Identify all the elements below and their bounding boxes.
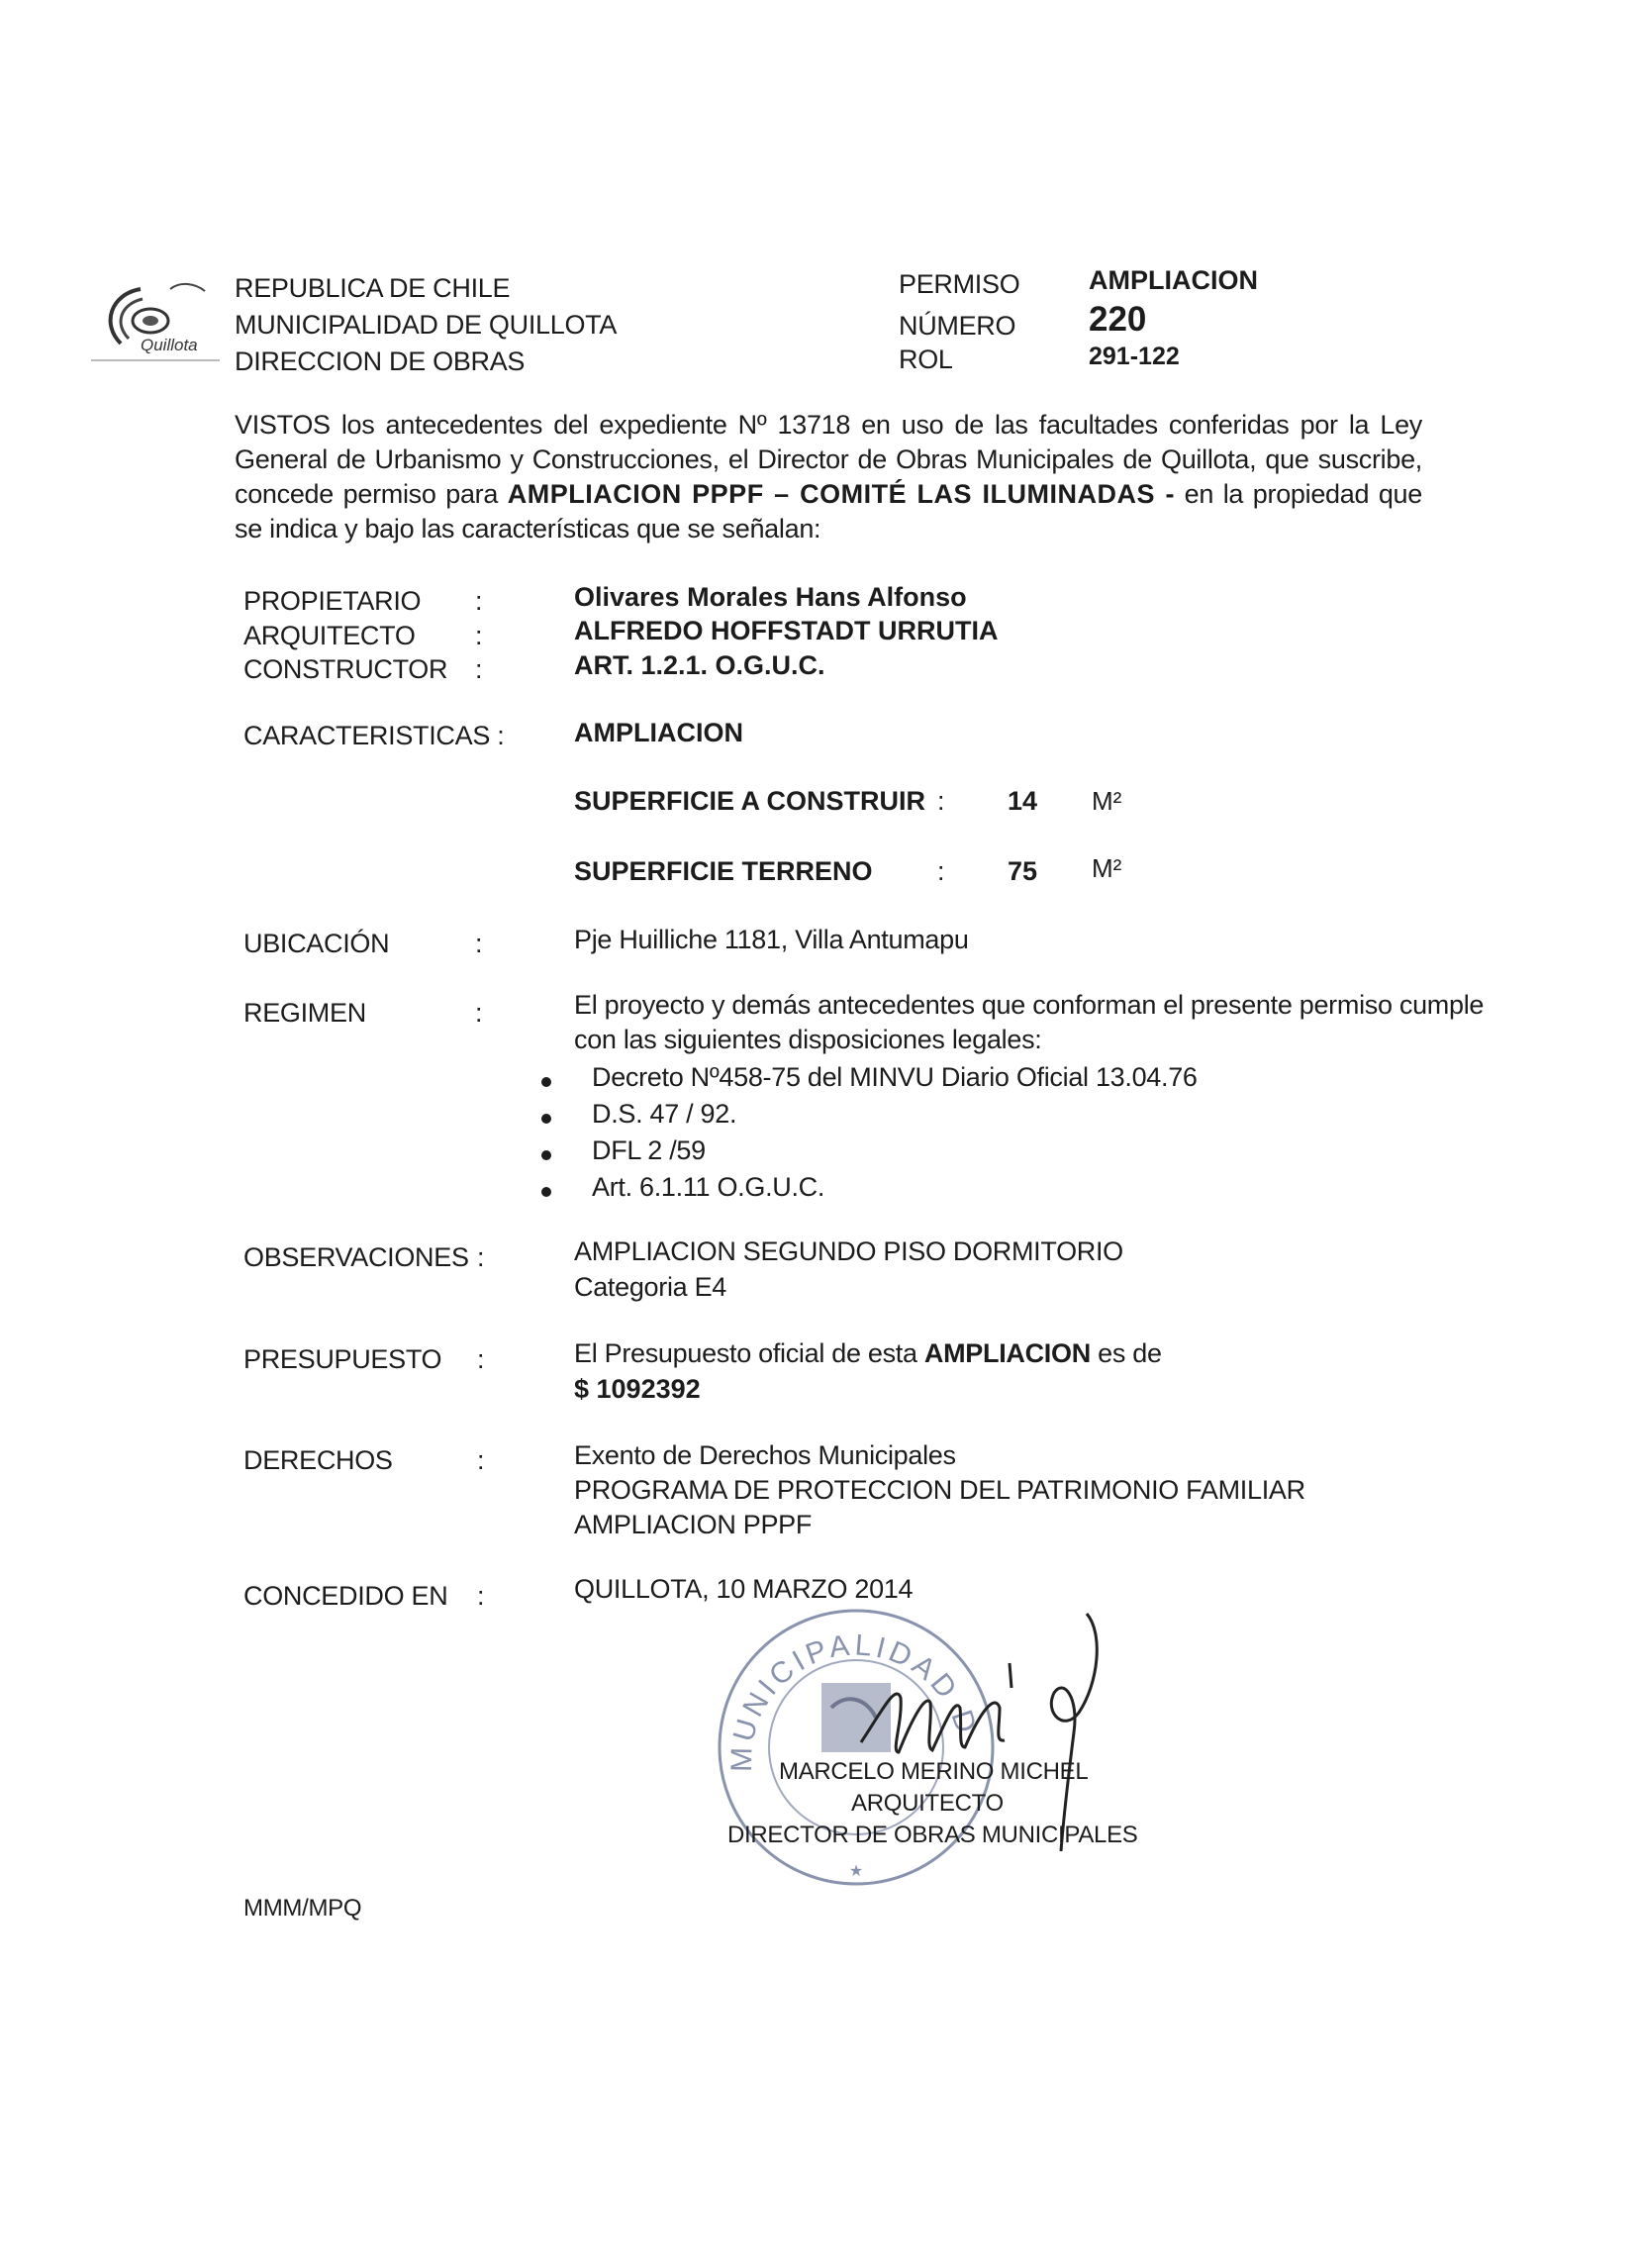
regimen-item: Art. 6.1.11 O.G.U.C. [592,1172,825,1202]
caracteristicas-value: AMPLIACION [574,718,743,747]
presupuesto-prefix: El Presupuesto oficial de esta [574,1338,924,1368]
sup-terreno-value: 75 [1008,856,1038,886]
sup-terreno-unit: M² [1092,853,1122,883]
colon: : [937,786,945,816]
concedido-value: QUILLOTA, 10 MARZO 2014 [574,1574,914,1604]
regimen-label: REGIMEN [243,998,366,1028]
presupuesto-amount: $ 1092392 [574,1374,701,1404]
svg-text:★: ★ [848,1863,864,1880]
ubicacion-label: UBICACIÓN [243,929,390,958]
signatory-position: DIRECTOR DE OBRAS MUNICIPALES [727,1822,1138,1848]
presupuesto-text [574,1338,1162,1369]
bullet-icon [541,1187,551,1197]
regimen-line-2: con las siguientes disposiciones legales: [574,1025,1042,1054]
municipality-logo [81,269,230,378]
header-municipality: MUNICIPALIDAD DE QUILLOTA [235,310,618,340]
observaciones-line-2: Categoria E4 [574,1272,726,1302]
colon: : [475,586,483,616]
intro-paragraph [235,408,1422,546]
presupuesto-bold: AMPLIACION [923,1338,1091,1368]
propietario-value: Olivares Morales Hans Alfonso [574,582,967,612]
regimen-line-1: El proyecto y demás antecedentes que conforman el presente permiso cumple [574,990,1485,1020]
bullet-icon [541,1114,551,1124]
colon: : [475,929,483,958]
propietario-label: PROPIETARIO [243,586,422,616]
signatory-title: ARQUITECTO [851,1790,1004,1817]
ubicacion-value: Pje Huilliche 1181, Villa Antumapu [574,925,969,954]
colon: : [475,998,483,1028]
colon: : [937,856,945,886]
bullet-icon [541,1150,551,1160]
colon: : [477,1445,485,1475]
derechos-label: DERECHOS [243,1445,393,1475]
sup-construir-label: SUPERFICIE A CONSTRUIR [574,786,926,816]
constructor-value: ART. 1.2.1. O.G.U.C. [574,650,825,680]
intro-text-2: en la propiedad que se indica y bajo las características que se señalan: [235,479,1422,543]
permit-number: 220 [1089,300,1147,339]
colon: : [477,1344,485,1374]
bullet-icon [541,1077,551,1087]
header-country: REPUBLICA DE CHILE [235,273,511,303]
observaciones-label: OBSERVACIONES [243,1242,469,1272]
observaciones-line-1: AMPLIACION SEGUNDO PISO DORMITORIO [574,1236,1123,1266]
derechos-line-1: Exento de Derechos Municipales [574,1440,956,1470]
regimen-item: DFL 2 /59 [592,1135,706,1165]
header-department: DIRECCION DE OBRAS [235,346,526,376]
colon: : [475,654,483,684]
presupuesto-label: PRESUPUESTO [243,1344,442,1374]
signatory-name: MARCELO MERINO MICHEL [779,1758,1089,1785]
intro-text-1: VISTOS los antecedentes del expediente Nº 13718 en uso de las facultades conferidas por la Ley General de Urbanismo y Construcciones, el Director de Obras Municipales de Quillota, que suscribe, concede permiso para [235,410,1422,509]
quillota-logo-icon [81,269,230,378]
sup-construir-unit: M² [1092,786,1122,816]
permit-label: PERMISO [899,269,1020,299]
rol-number: 291-122 [1089,343,1180,370]
rol-label: ROL [899,345,953,374]
sup-construir-value: 14 [1008,786,1038,816]
arquitecto-label: ARQUITECTO [243,621,416,650]
arquitecto-value: ALFREDO HOFFSTADT URRUTIA [574,616,999,645]
presupuesto-suffix: es de [1090,1338,1162,1368]
colon: : [477,1581,485,1611]
regimen-item: D.S. 47 / 92. [592,1099,737,1129]
constructor-label: CONSTRUCTOR [243,654,448,684]
colon: : [475,621,483,650]
sup-terreno-label: SUPERFICIE TERRENO [574,856,873,886]
svg-text:Quillota: Quillota [141,336,198,354]
concedido-label: CONCEDIDO EN [243,1581,448,1611]
permit-type: AMPLIACION [1089,265,1258,295]
number-label: NÚMERO [899,311,1016,341]
colon: : [477,1242,485,1272]
stamp-text: MUNICIPALIDAD D [725,1628,984,1773]
regimen-item: Decreto Nº458-75 del MINVU Diario Oficial 13.04.76 [592,1062,1198,1092]
footer-initials: MMM/MPQ [243,1895,362,1922]
intro-project: AMPLIACION PPPF – COMITÉ LAS ILUMINADAS - [507,479,1175,509]
caracteristicas-label: CARACTERISTICAS : [243,721,505,750]
derechos-line-2: PROGRAMA DE PROTECCION DEL PATRIMONIO FAMILIAR [574,1475,1305,1505]
derechos-line-3: AMPLIACION PPPF [574,1510,813,1539]
